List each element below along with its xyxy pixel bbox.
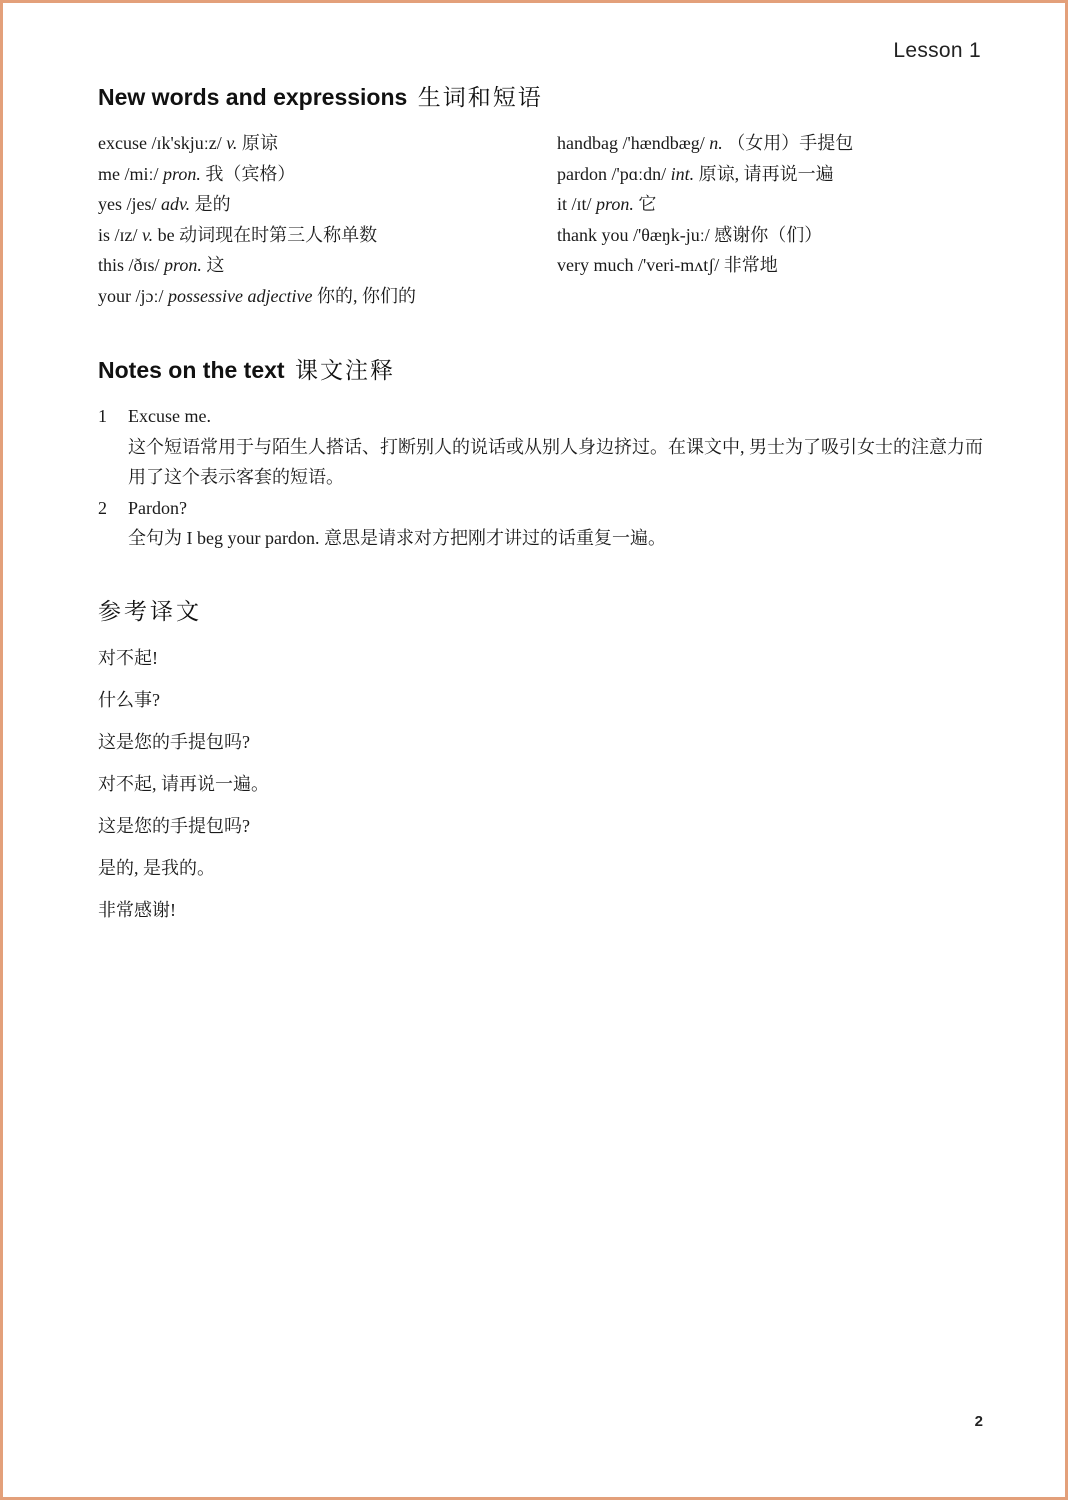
notes-section-title xyxy=(98,352,395,385)
note-text: 全句为 I beg your pardon. 意思是请求对方把刚才讲过的话重复一遍。 xyxy=(128,528,666,548)
vocab-word: your xyxy=(98,285,131,306)
vocab-phonetic: /'hændbæg/ xyxy=(622,133,705,153)
note-heading: Excuse me. xyxy=(128,406,211,426)
translation-line: 这是您的手提包吗? xyxy=(98,732,250,752)
note-item xyxy=(98,493,998,554)
vocab-word: excuse xyxy=(98,133,147,153)
vocab-entry xyxy=(557,250,853,281)
vocab-word: yes xyxy=(98,194,122,214)
vocab-title-en: New words and expressions xyxy=(98,84,408,110)
translation-line: 什么事? xyxy=(98,690,160,710)
vocab-entry xyxy=(98,250,416,281)
page-number: 2 xyxy=(974,1413,983,1430)
notes-list xyxy=(98,401,998,554)
vocab-pos: possessive adjective xyxy=(168,285,313,306)
note-number: 2 xyxy=(98,497,107,518)
vocab-definition: be 动词现在时第三人称单数 xyxy=(157,224,378,245)
vocab-pos: pron. xyxy=(163,163,201,184)
vocab-word: handbag xyxy=(557,133,618,153)
vocab-entry xyxy=(557,128,853,159)
vocab-phonetic: /'pɑːdn/ xyxy=(611,163,667,184)
translation-list xyxy=(98,641,269,935)
vocab-word: it xyxy=(557,194,568,214)
vocab-definition: 原谅 xyxy=(241,133,278,153)
note-number: 1 xyxy=(98,406,107,426)
vocab-pos: n. xyxy=(709,133,723,153)
vocab-definition: 我（宾格） xyxy=(205,163,296,184)
vocab-pos: pron. xyxy=(164,255,202,275)
vocab-list-right xyxy=(557,128,853,281)
vocab-definition: 它 xyxy=(638,194,657,214)
vocab-word: me xyxy=(98,163,120,184)
translation-line: 是的, 是我的。 xyxy=(98,858,215,878)
vocab-pos: adv. xyxy=(161,194,191,214)
vocab-phonetic: /miː/ xyxy=(124,163,159,184)
vocab-definition: 你的, 你们的 xyxy=(316,285,416,306)
vocab-phonetic: /'veri-mʌtʃ/ xyxy=(637,255,720,275)
vocab-section-title xyxy=(98,79,543,112)
translation-line: 非常感谢! xyxy=(98,900,176,920)
notes-title-zh: 课文注释 xyxy=(294,358,395,384)
translation-line: 这是您的手提包吗? xyxy=(98,816,250,836)
vocab-title-zh: 生词和短语 xyxy=(417,85,543,111)
vocab-phonetic: /ðɪs/ xyxy=(128,255,160,275)
lesson-label: Lesson 1 xyxy=(893,39,981,62)
vocab-pos: int. xyxy=(670,163,695,184)
vocab-phonetic: /ɪz/ xyxy=(114,224,138,245)
note-text: 这个短语常用于与陌生人搭话、打断别人的说话或从别人身边挤过。在课文中, 男士为了吸引女士的注意力而用了这个表示客套的短语。 xyxy=(128,436,983,487)
vocab-phonetic: /ɪt/ xyxy=(571,194,592,214)
vocab-phonetic: /jɔː/ xyxy=(135,285,164,306)
note-item xyxy=(98,401,998,493)
vocab-pos: pron. xyxy=(596,194,634,214)
translation-line: 对不起, 请再说一遍。 xyxy=(98,774,269,794)
vocab-entry xyxy=(98,189,416,220)
vocab-definition: 是的 xyxy=(194,194,231,214)
vocab-word: very much xyxy=(557,255,634,275)
vocab-entry xyxy=(557,159,853,190)
vocab-phonetic: /'θæŋk-juː/ xyxy=(633,224,710,245)
vocab-word: thank you xyxy=(557,224,629,245)
vocab-entry xyxy=(98,281,416,312)
note-body xyxy=(128,493,998,554)
vocab-entry xyxy=(98,220,416,251)
vocab-definition: 原谅, 请再说一遍 xyxy=(698,163,834,184)
vocab-entry xyxy=(557,220,853,251)
vocab-definition: （女用）手提包 xyxy=(727,133,854,153)
vocab-word: this xyxy=(98,255,125,275)
vocab-word: pardon xyxy=(557,163,607,184)
note-heading: Pardon? xyxy=(128,497,187,518)
vocab-phonetic: /jes/ xyxy=(126,194,157,214)
vocab-definition: 非常地 xyxy=(723,255,778,275)
vocab-definition: 这 xyxy=(206,255,225,275)
vocab-entry xyxy=(98,128,416,159)
vocab-phonetic: /ɪk'skjuːz/ xyxy=(151,133,222,153)
vocab-pos: v. xyxy=(142,224,154,245)
note-body xyxy=(128,401,998,493)
vocab-entry xyxy=(557,189,853,220)
translation-title: 参考译文 xyxy=(98,599,202,624)
vocab-entry xyxy=(98,159,416,190)
vocab-list-left xyxy=(98,128,416,311)
translation-line: 对不起! xyxy=(98,648,158,668)
vocab-pos: v. xyxy=(226,133,238,153)
vocab-definition: 感谢你（们） xyxy=(714,224,823,245)
notes-title-en: Notes on the text xyxy=(98,357,285,383)
vocab-word: is xyxy=(98,224,111,245)
